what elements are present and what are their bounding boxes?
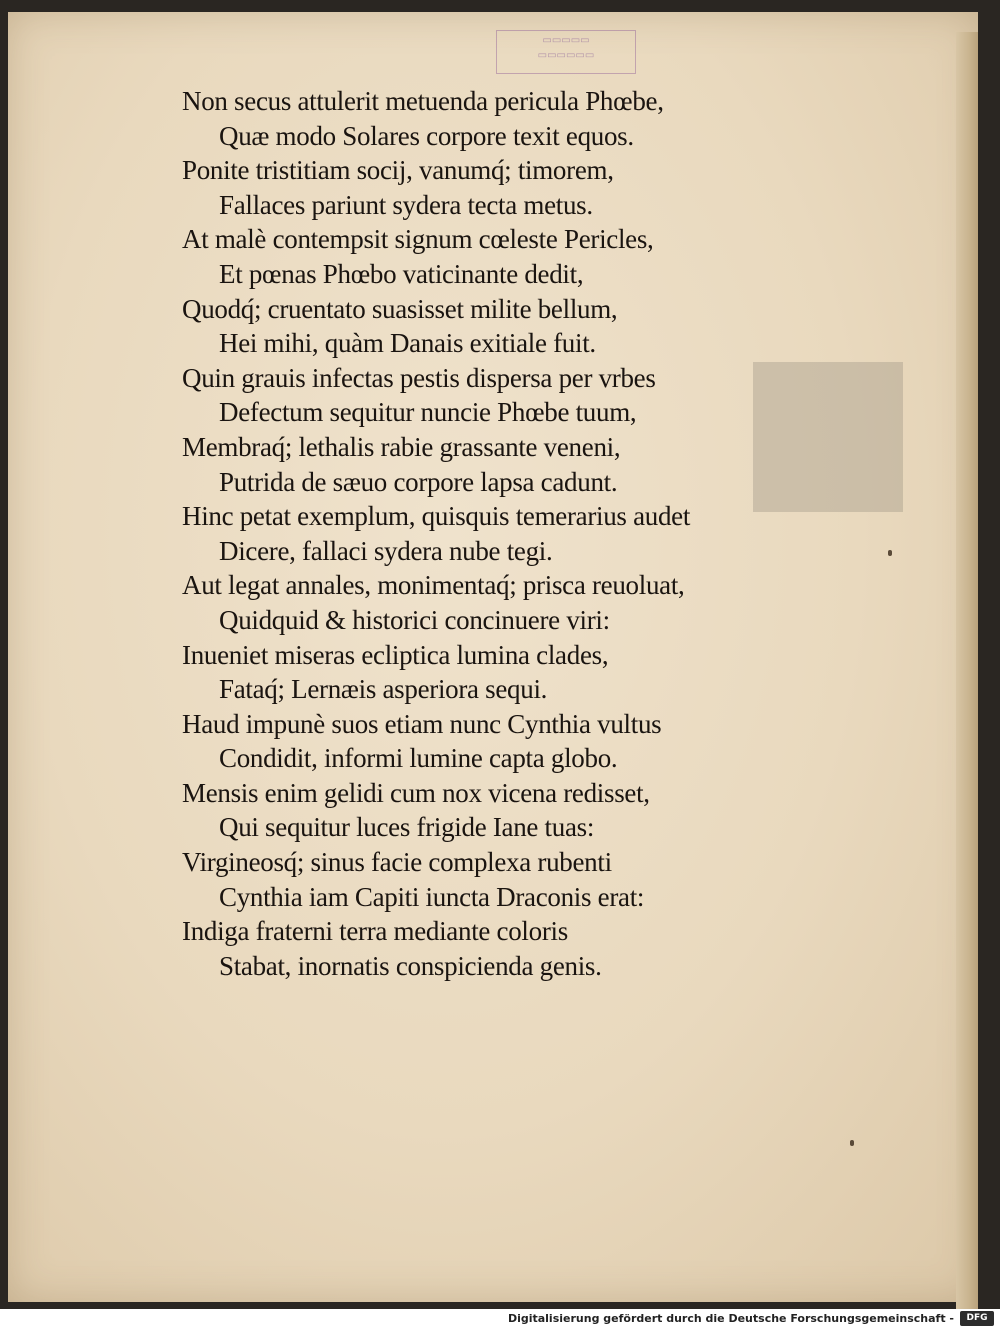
verse-line: Fataq́; Lernæis asperiora sequi. <box>219 674 548 705</box>
verse-line: Defectum sequitur nuncie Phœbe tuum, <box>219 397 637 428</box>
verse-line: Cynthia iam Capiti iuncta Draconis erat: <box>219 881 645 912</box>
verse-line: Quæ modo Solares corpore texit equos. <box>219 120 634 151</box>
verse-line: Quidquid & historici concinuere viri: <box>219 604 610 635</box>
verse-line: Dicere, fallaci sydera nube tegi. <box>219 535 553 566</box>
verse-line: Fallaces pariunt sydera tecta metus. <box>219 189 593 220</box>
verse-line: Putrida de sæuo corpore lapsa cadunt. <box>219 466 618 497</box>
ink-speck <box>888 550 892 556</box>
verse-line: Indiga fraterni terra mediante coloris <box>182 916 568 947</box>
verse-line: Hei mihi, quàm Danais exitiale fuit. <box>219 328 596 359</box>
verse-line: Ponite tristitiam socij, vanumq́; timorem, <box>182 155 614 186</box>
verse-line: Quodq́; cruentato suasisset milite bellum, <box>182 293 618 324</box>
verse-line: Mensis enim gelidi cum nox vicena redisset, <box>182 777 650 808</box>
verse-line: Condidit, informi lumine capta globo. <box>219 743 618 774</box>
verse-line: Qui sequitur luces frigide Iane tuas: <box>219 812 595 843</box>
verse-line: Hinc petat exemplum, quisquis temerarius audet <box>182 501 691 532</box>
verse-line: Stabat, inornatis conspicienda genis. <box>219 950 602 981</box>
verse-line: Quin grauis infectas pestis dispersa per vrbes <box>182 362 656 393</box>
verse-line: Inueniet miseras ecliptica lumina clades, <box>182 639 609 670</box>
dfg-logo: DFG <box>960 1311 994 1326</box>
verse-line: At malè contempsit signum cœleste Pericles, <box>182 224 654 255</box>
verse-line: Membraq́; lethalis rabie grassante veneni, <box>182 431 621 462</box>
funding-credit: Digitalisierung gefördert durch die Deutsche Forschungsgemeinschaft - <box>507 1312 954 1325</box>
paper-page <box>8 12 978 1302</box>
verse-line: Et pœnas Phœbo vaticinante dedit, <box>219 258 584 289</box>
verse-line: Aut legat annales, monimentaq́; prisca reuoluat, <box>182 570 685 601</box>
ink-speck <box>850 1140 854 1146</box>
verse-line: Non secus attulerit metuenda pericula Phœbe, <box>182 86 664 116</box>
library-stamp: ▭▭▭▭▭ ▭▭▭▭▭▭ <box>496 30 636 74</box>
verse-line: Virgineosq́; sinus facie complexa rubenti <box>182 847 612 878</box>
digitization-footer <box>0 1309 1000 1329</box>
verse-line: Haud impunè suos etiam nunc Cynthia vultus <box>182 708 662 739</box>
poem-text <box>182 84 822 983</box>
